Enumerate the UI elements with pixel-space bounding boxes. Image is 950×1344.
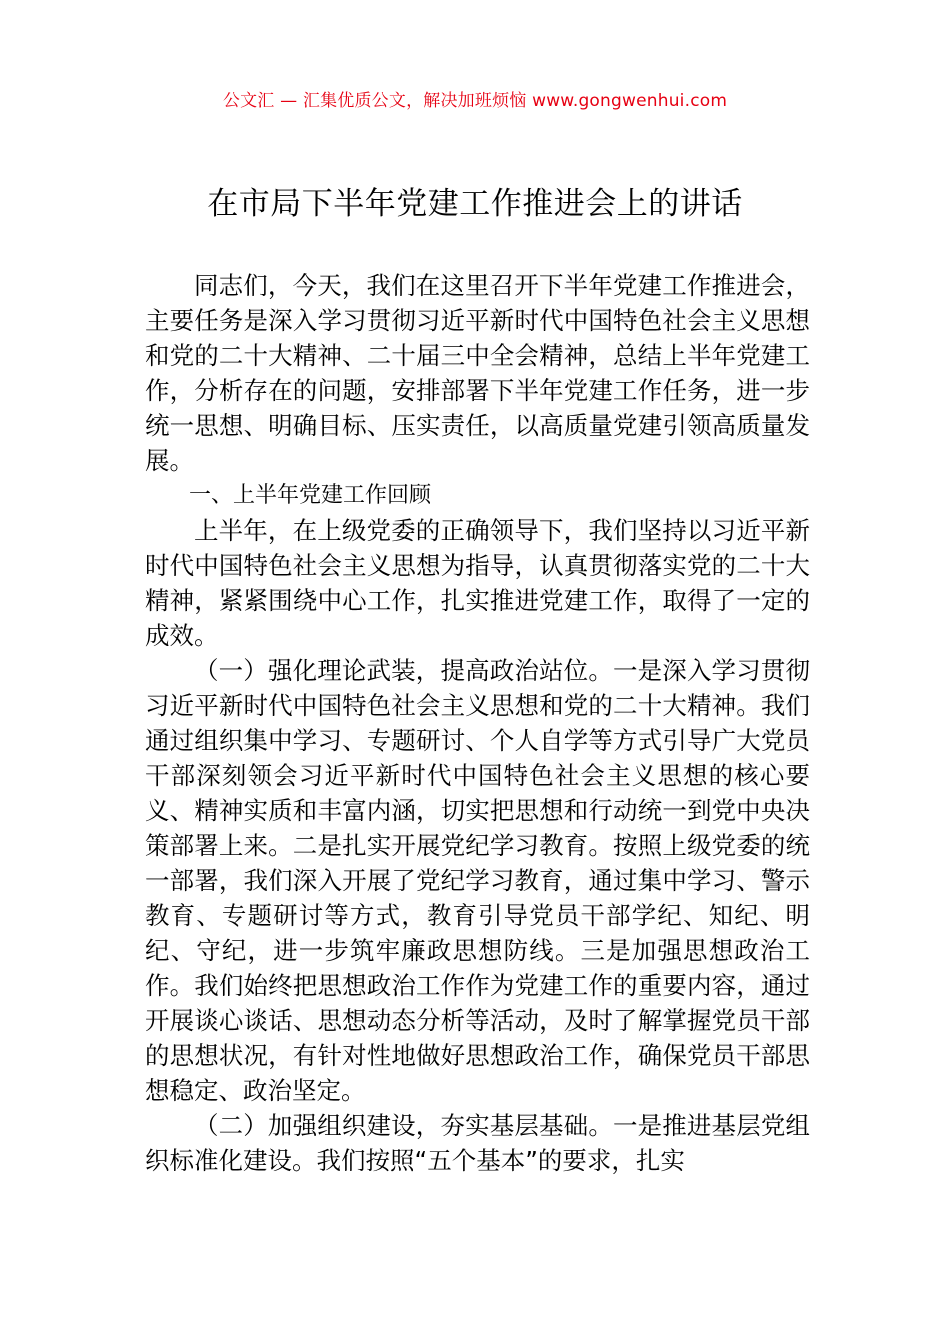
document-title: 在市局下半年党建工作推进会上的讲话 — [207, 186, 743, 222]
paragraph-theory: （一）强化理论武装，提高政治站位。一是深入学习贯彻习近平新时代中国特色社会主义思想和党的二十大精神。我们通过组织集中学习、专题研讨、个人自学等方式引导广大党员干部深刻领会习近平新时代中国特色社会主义思想的核心要义、精神实质和丰富内涵，切实把思想和行动统一到党中央决策部署上来。二是扎实开展党纪学习教育。按照上级党委的统一部署，我们深入开展了党纪学习教育，通过集中学习、警示教育、专题研讨等方式，教育引导党员干部学纪、知纪、明纪、守纪，进一步筑牢廉政思想防线。三是加强思想政治工作。我们始终把思想政治工作作为党建工作的重要内容，通过开展谈心谈话、思想动态分析等活动，及时了解掌握党员干部的思想状况，有针对性地做好思想政治工作，确保党员干部思想稳定、政治坚定。 — [145, 656, 810, 1105]
section-heading-1: 一、上半年党建工作回顾 — [189, 483, 432, 508]
site-banner: 公文汇 — 汇集优质公文，解决加班烦恼 www.gongwenhui.com — [222, 91, 728, 111]
document-body — [145, 268, 810, 1178]
paragraph-organization: （二）加强组织建设，夯实基层基础。一是推进基层党组织标准化建设。我们按照“五个基本”的要求，扎实 — [145, 1111, 810, 1175]
paragraph-opening: 同志们，今天，我们在这里召开下半年党建工作推进会，主要任务是深入学习贯彻习近平新时代中国特色社会主义思想和党的二十大精神、二十届三中全会精神，总结上半年党建工作，分析存在的问题，安排部署下半年党建工作任务，进一步统一思想、明确目标、压实责任，以高质量党建引领高质量发展。 — [145, 271, 810, 475]
paragraph-review-intro: 上半年，在上级党委的正确领导下，我们坚持以习近平新时代中国特色社会主义思想为指导，认真贯彻落实党的二十大精神，紧紧围绕中心工作，扎实推进党建工作，取得了一定的成效。 — [145, 516, 810, 650]
